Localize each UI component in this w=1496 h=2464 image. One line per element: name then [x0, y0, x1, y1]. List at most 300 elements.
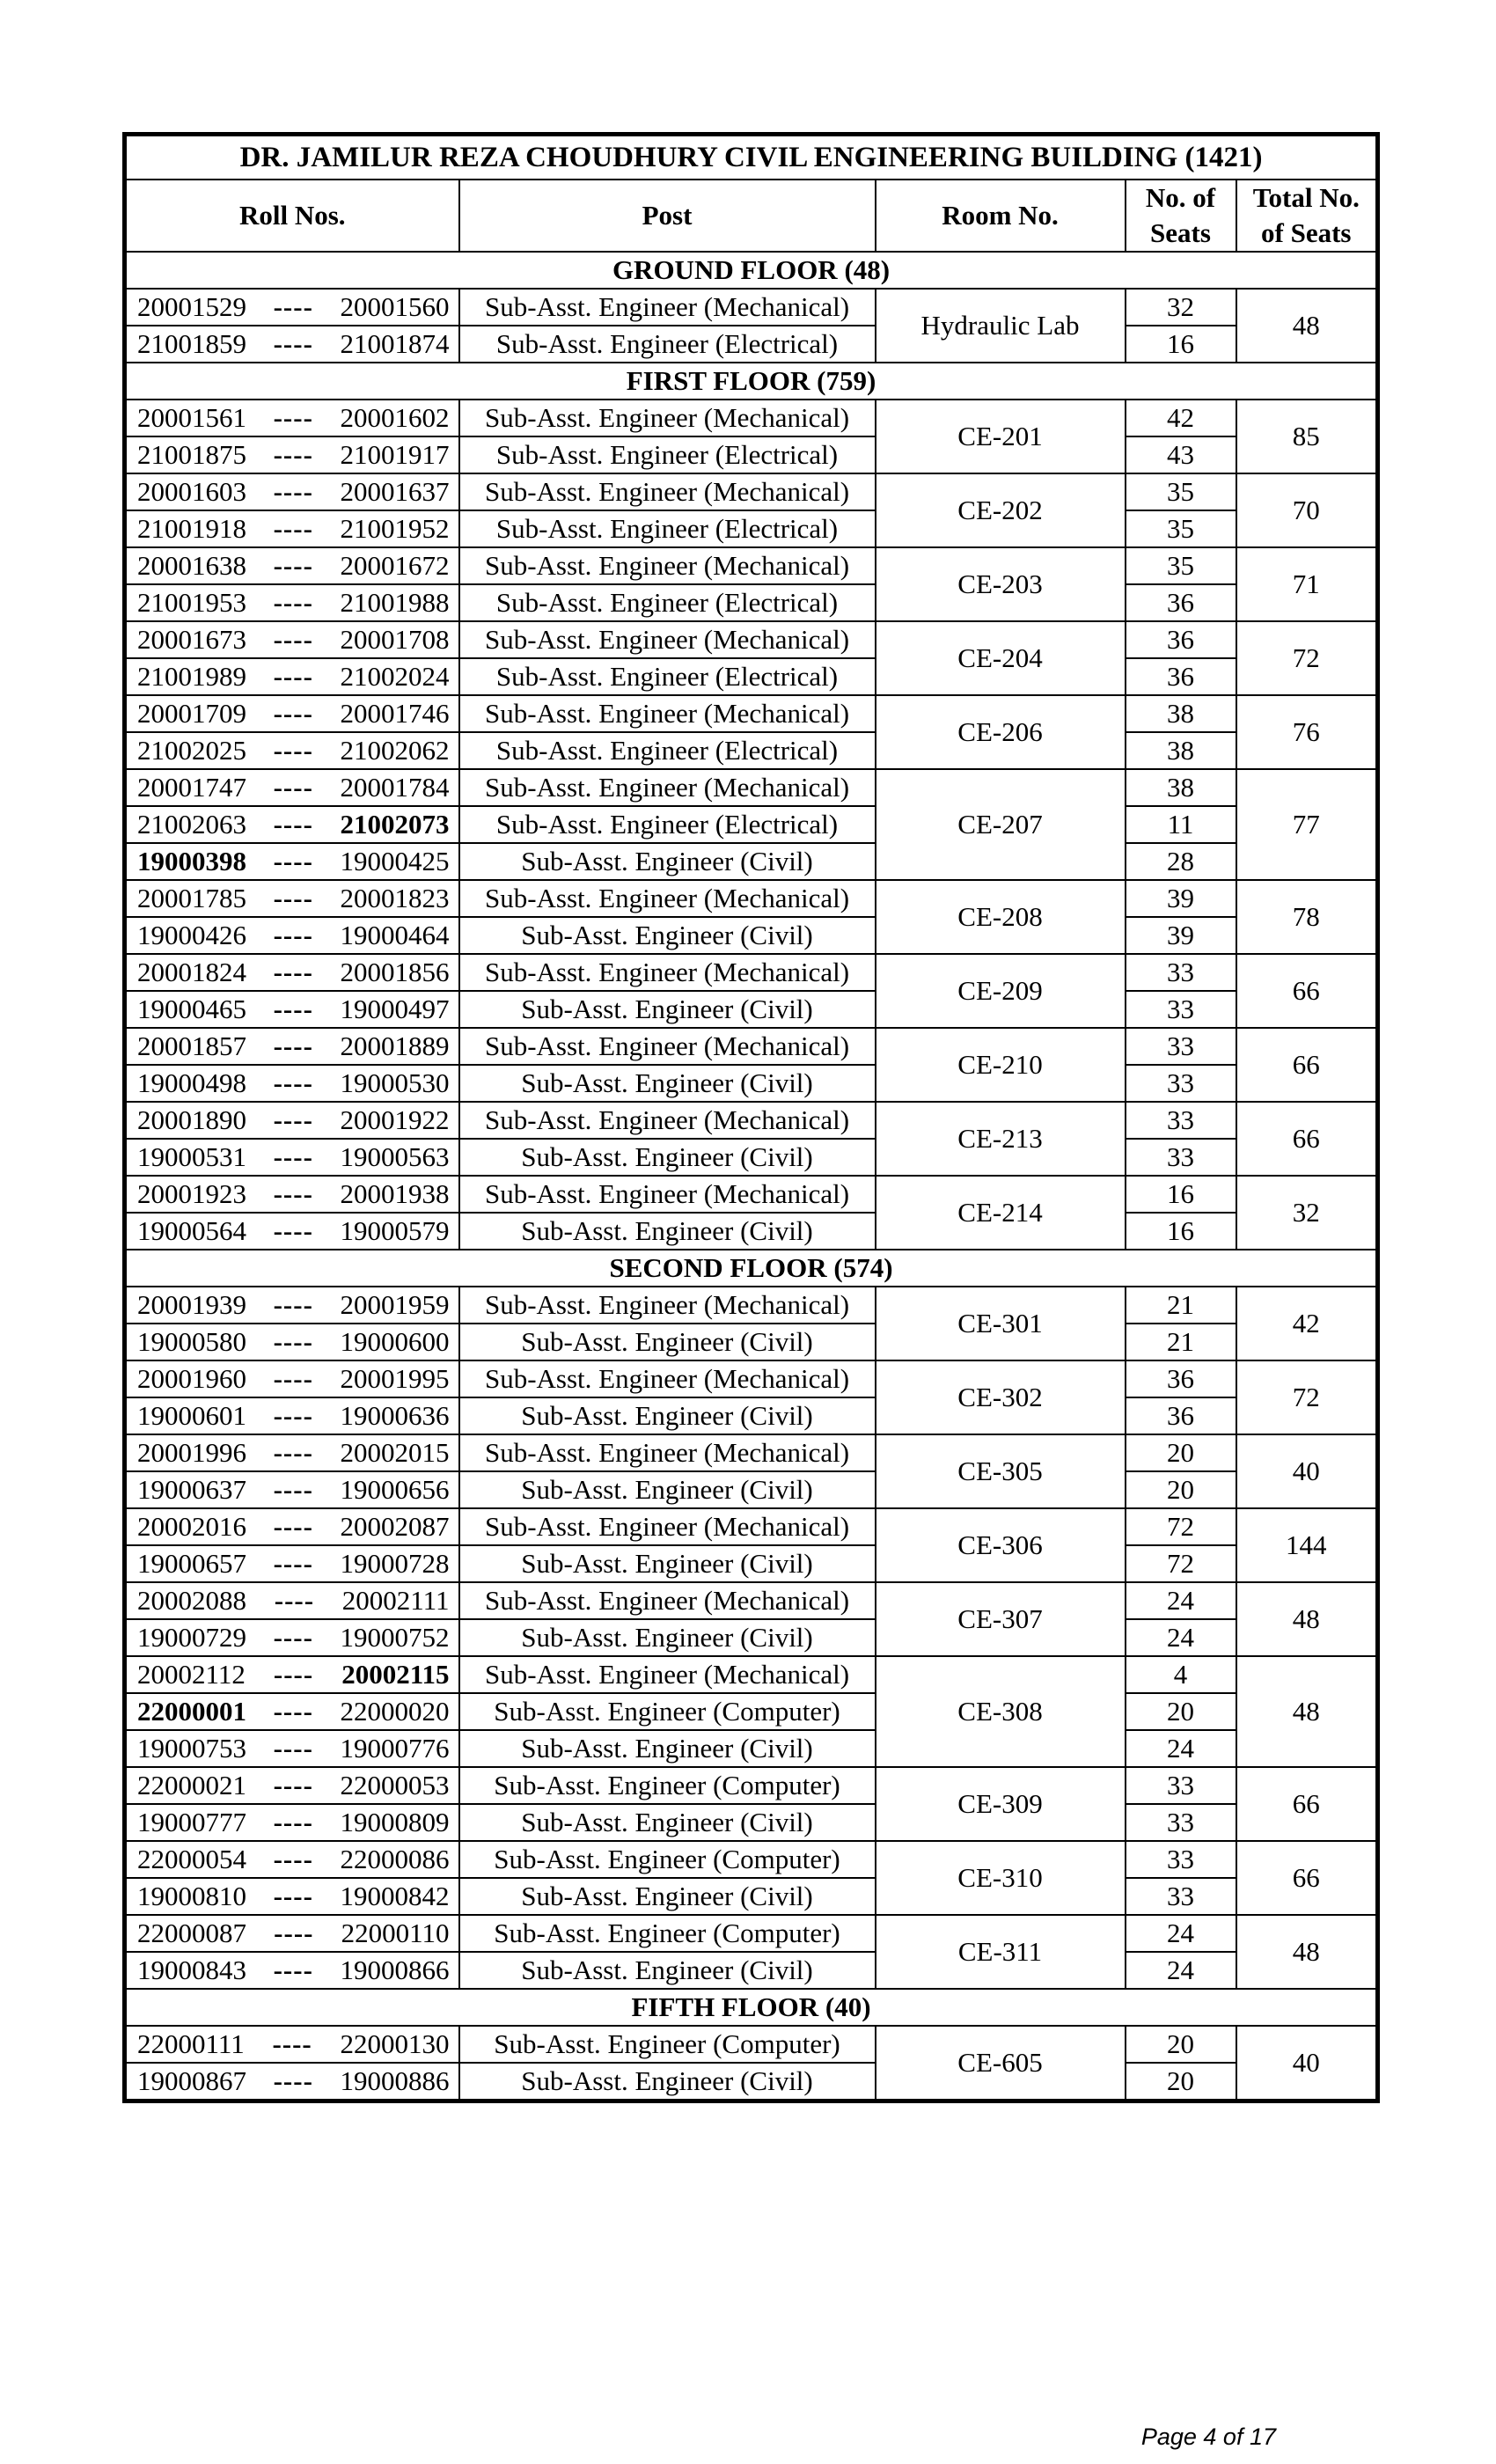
seats-cell: 28: [1126, 843, 1236, 880]
total-seats-cell: 71: [1236, 547, 1378, 621]
room-cell: CE-605: [876, 2026, 1126, 2101]
room-cell: CE-306: [876, 1508, 1126, 1582]
post-cell: Sub-Asst. Engineer (Mechanical): [459, 400, 876, 436]
room-cell: CE-311: [876, 1915, 1126, 1989]
table-row: [125, 806, 1378, 843]
roll-separator: ----: [274, 1918, 314, 1948]
table-row: [125, 1471, 1378, 1508]
roll-range-cell: [125, 400, 459, 436]
floor-heading: FIRST FLOOR (759): [125, 363, 1378, 400]
post-cell: Sub-Asst. Engineer (Civil): [459, 1324, 876, 1360]
roll-separator: ----: [273, 735, 313, 766]
room-cell: CE-208: [876, 880, 1126, 954]
roll-to: 21002024: [340, 661, 450, 692]
table-row: [125, 584, 1378, 621]
table-row: [125, 2063, 1378, 2101]
roll-from: 20001857: [137, 1030, 246, 1061]
roll-separator: ----: [273, 1400, 313, 1431]
room-cell: CE-214: [876, 1176, 1126, 1250]
roll-range-cell: [125, 1841, 459, 1878]
roll-from: 21001918: [137, 513, 246, 544]
roll-separator: ----: [273, 550, 313, 581]
table-row: [125, 658, 1378, 695]
roll-from: 21001953: [137, 587, 246, 618]
table-row: [125, 1287, 1378, 1324]
table-row: [125, 436, 1378, 473]
table-row: [125, 1324, 1378, 1360]
table-row: [125, 1508, 1378, 1545]
roll-to: 21001988: [340, 587, 450, 618]
table-row: [125, 1360, 1378, 1397]
table-row: [125, 2026, 1378, 2063]
seats-cell: 36: [1126, 1397, 1236, 1434]
roll-from: 19000498: [137, 1067, 246, 1098]
table-body: [125, 252, 1378, 2101]
post-cell: Sub-Asst. Engineer (Mechanical): [459, 289, 876, 326]
seats-cell: 38: [1126, 695, 1236, 732]
seats-cell: 35: [1126, 547, 1236, 584]
roll-separator: ----: [273, 1437, 313, 1468]
roll-separator: ----: [273, 1807, 313, 1837]
roll-to: 19000842: [340, 1881, 450, 1911]
seats-cell: 21: [1126, 1324, 1236, 1360]
roll-to: 19000809: [340, 1807, 450, 1837]
post-cell: Sub-Asst. Engineer (Electrical): [459, 584, 876, 621]
building-title: DR. JAMILUR REZA CHOUDHURY CIVIL ENGINEERING BUILDING (1421): [125, 135, 1378, 180]
floor-heading: GROUND FLOOR (48): [125, 252, 1378, 289]
roll-from: 20001747: [137, 772, 246, 803]
seats-cell: 38: [1126, 732, 1236, 769]
table-row: [125, 732, 1378, 769]
roll-to: 20001922: [340, 1104, 450, 1135]
roll-from: 19000810: [137, 1881, 246, 1911]
seats-cell: 20: [1126, 2026, 1236, 2063]
roll-separator: ----: [273, 661, 313, 692]
roll-separator: ----: [273, 1215, 313, 1246]
seats-cell: 42: [1126, 400, 1236, 436]
seats-cell: 33: [1126, 991, 1236, 1028]
post-cell: Sub-Asst. Engineer (Mechanical): [459, 1360, 876, 1397]
post-cell: Sub-Asst. Engineer (Civil): [459, 1471, 876, 1508]
roll-separator: ----: [273, 1104, 313, 1135]
post-cell: Sub-Asst. Engineer (Computer): [459, 1841, 876, 1878]
roll-separator: ----: [273, 1030, 313, 1061]
table-row: [125, 1878, 1378, 1915]
post-cell: Sub-Asst. Engineer (Civil): [459, 1545, 876, 1582]
seats-cell: 33: [1126, 1139, 1236, 1176]
roll-to: 19000866: [340, 1954, 450, 1985]
post-cell: Sub-Asst. Engineer (Mechanical): [459, 547, 876, 584]
roll-to: 19000656: [340, 1474, 450, 1505]
total-seats-cell: 48: [1236, 1915, 1378, 1989]
post-cell: Sub-Asst. Engineer (Mechanical): [459, 1508, 876, 1545]
roll-from: 22000001: [137, 1696, 246, 1727]
roll-range-cell: [125, 436, 459, 473]
table-row: [125, 289, 1378, 326]
roll-from: 20001824: [137, 957, 246, 987]
roll-from: 20001890: [137, 1104, 246, 1135]
roll-range-cell: [125, 1360, 459, 1397]
roll-from: 20001673: [137, 624, 246, 655]
total-seats-cell: 40: [1236, 1434, 1378, 1508]
roll-from: 19000657: [137, 1548, 246, 1579]
roll-to: 22000053: [340, 1770, 450, 1800]
post-cell: Sub-Asst. Engineer (Mechanical): [459, 1287, 876, 1324]
total-seats-cell: 42: [1236, 1287, 1378, 1360]
room-cell: CE-203: [876, 547, 1126, 621]
seats-cell: 33: [1126, 1804, 1236, 1841]
roll-range-cell: [125, 1952, 459, 1989]
seats-cell: 38: [1126, 769, 1236, 806]
post-cell: Sub-Asst. Engineer (Civil): [459, 1065, 876, 1102]
roll-to: 21001917: [340, 439, 450, 470]
roll-from: 20001603: [137, 476, 246, 507]
total-seats-cell: 70: [1236, 473, 1378, 547]
seats-cell: 33: [1126, 954, 1236, 991]
seats-cell: 33: [1126, 1841, 1236, 1878]
roll-range-cell: [125, 473, 459, 510]
roll-range-cell: [125, 658, 459, 695]
roll-range-cell: [125, 1324, 459, 1360]
table-row: [125, 1804, 1378, 1841]
roll-to: 19000886: [340, 2065, 450, 2096]
post-cell: Sub-Asst. Engineer (Civil): [459, 1139, 876, 1176]
roll-to: 20001560: [340, 291, 450, 322]
seats-cell: 16: [1126, 1213, 1236, 1250]
roll-to: 20001637: [340, 476, 450, 507]
roll-from: 19000601: [137, 1400, 246, 1431]
total-seats-cell: 66: [1236, 1028, 1378, 1102]
roll-from: 20001960: [137, 1363, 246, 1394]
post-cell: Sub-Asst. Engineer (Electrical): [459, 806, 876, 843]
roll-from: 19000564: [137, 1215, 246, 1246]
roll-to: 19000563: [340, 1141, 450, 1172]
room-cell: CE-213: [876, 1102, 1126, 1176]
post-cell: Sub-Asst. Engineer (Mechanical): [459, 1176, 876, 1213]
roll-to: 20002115: [341, 1659, 450, 1690]
roll-separator: ----: [273, 1954, 313, 1985]
roll-to: 20001995: [340, 1363, 450, 1394]
table-row: [125, 1619, 1378, 1656]
roll-from: 20001923: [137, 1178, 246, 1209]
seats-cell: 11: [1126, 806, 1236, 843]
total-seats-cell: 72: [1236, 1360, 1378, 1434]
table-row: [125, 1952, 1378, 1989]
roll-range-cell: [125, 695, 459, 732]
roll-range-cell: [125, 806, 459, 843]
seats-cell: 21: [1126, 1287, 1236, 1324]
post-cell: Sub-Asst. Engineer (Electrical): [459, 326, 876, 363]
table-row: [125, 1656, 1378, 1693]
seats-cell: 24: [1126, 1730, 1236, 1767]
roll-separator: ----: [273, 587, 313, 618]
room-cell: CE-310: [876, 1841, 1126, 1915]
floor-row: [125, 1250, 1378, 1287]
roll-separator: ----: [273, 513, 313, 544]
roll-range-cell: [125, 1102, 459, 1139]
roll-from: 20001561: [137, 402, 246, 433]
total-seats-cell: 48: [1236, 1656, 1378, 1767]
table-row: [125, 1176, 1378, 1213]
roll-from: 19000867: [137, 2065, 246, 2096]
roll-from: 20002016: [137, 1511, 246, 1542]
room-cell: CE-308: [876, 1656, 1126, 1767]
roll-range-cell: [125, 1471, 459, 1508]
roll-range-cell: [125, 510, 459, 547]
roll-from: 20001709: [137, 698, 246, 729]
roll-to: 21001874: [340, 328, 450, 359]
roll-range-cell: [125, 1139, 459, 1176]
roll-to: 22000086: [340, 1844, 450, 1874]
roll-range-cell: [125, 1619, 459, 1656]
table-row: [125, 917, 1378, 954]
seats-cell: 72: [1126, 1545, 1236, 1582]
post-cell: Sub-Asst. Engineer (Civil): [459, 1730, 876, 1767]
seats-cell: 36: [1126, 1360, 1236, 1397]
roll-to: 20001672: [340, 550, 450, 581]
seats-cell: 36: [1126, 621, 1236, 658]
roll-from: 19000729: [137, 1622, 246, 1653]
roll-to: 20001746: [340, 698, 450, 729]
roll-range-cell: [125, 547, 459, 584]
post-cell: Sub-Asst. Engineer (Mechanical): [459, 1434, 876, 1471]
roll-separator: ----: [273, 1548, 313, 1579]
table-row: [125, 510, 1378, 547]
roll-separator: ----: [273, 1881, 313, 1911]
seats-cell: 24: [1126, 1952, 1236, 1989]
seats-cell: 33: [1126, 1028, 1236, 1065]
room-cell: CE-202: [876, 473, 1126, 547]
seats-cell: 32: [1126, 289, 1236, 326]
roll-range-cell: [125, 1582, 459, 1619]
roll-from: 20002112: [137, 1659, 246, 1690]
roll-to: 20001889: [340, 1030, 450, 1061]
post-cell: Sub-Asst. Engineer (Civil): [459, 1878, 876, 1915]
total-seats-cell: 48: [1236, 1582, 1378, 1656]
post-cell: Sub-Asst. Engineer (Electrical): [459, 658, 876, 695]
roll-range-cell: [125, 1730, 459, 1767]
roll-range-cell: [125, 1028, 459, 1065]
roll-from: 20001785: [137, 883, 246, 913]
seats-cell: 20: [1126, 1434, 1236, 1471]
seats-cell: 24: [1126, 1582, 1236, 1619]
total-seats-cell: 77: [1236, 769, 1378, 880]
roll-from: 19000426: [137, 920, 246, 950]
table-row: [125, 1065, 1378, 1102]
roll-separator: ----: [273, 846, 313, 876]
roll-from: 19000843: [137, 1954, 246, 1985]
roll-from: 19000753: [137, 1733, 246, 1764]
table-row: [125, 1730, 1378, 1767]
seats-cell: 35: [1126, 510, 1236, 547]
roll-range-cell: [125, 289, 459, 326]
post-cell: Sub-Asst. Engineer (Computer): [459, 2026, 876, 2063]
roll-from: 22000021: [137, 1770, 246, 1800]
roll-separator: ----: [273, 1659, 314, 1690]
table-row: [125, 1545, 1378, 1582]
roll-to: 20001784: [340, 772, 450, 803]
roll-range-cell: [125, 1915, 459, 1952]
table-row: [125, 1102, 1378, 1139]
roll-separator: ----: [272, 2028, 312, 2059]
post-cell: Sub-Asst. Engineer (Mechanical): [459, 695, 876, 732]
seats-cell: 4: [1126, 1656, 1236, 1693]
floor-row: [125, 1989, 1378, 2026]
table-row: [125, 1582, 1378, 1619]
roll-separator: ----: [273, 2065, 313, 2096]
table-row: [125, 621, 1378, 658]
post-cell: Sub-Asst. Engineer (Mechanical): [459, 1656, 876, 1693]
seats-cell: 33: [1126, 1102, 1236, 1139]
roll-range-cell: [125, 1804, 459, 1841]
post-cell: Sub-Asst. Engineer (Mechanical): [459, 1028, 876, 1065]
total-seats-cell: 78: [1236, 880, 1378, 954]
roll-from: 20001996: [137, 1437, 246, 1468]
table-row: [125, 1693, 1378, 1730]
table-row: [125, 1915, 1378, 1952]
total-seats-cell: 144: [1236, 1508, 1378, 1582]
table-row: [125, 1139, 1378, 1176]
roll-separator: ----: [273, 809, 313, 840]
roll-from: 22000054: [137, 1844, 246, 1874]
roll-to: 22000110: [341, 1918, 450, 1948]
roll-to: 21002062: [340, 735, 450, 766]
roll-from: 19000398: [137, 846, 246, 876]
seats-cell: 36: [1126, 584, 1236, 621]
roll-separator: ----: [273, 439, 313, 470]
post-cell: Sub-Asst. Engineer (Civil): [459, 2063, 876, 2101]
roll-range-cell: [125, 769, 459, 806]
roll-from: 21002025: [137, 735, 246, 766]
roll-separator: ----: [273, 1178, 313, 1209]
roll-to: 20002111: [341, 1585, 450, 1616]
header-no-of-seats: No. of Seats: [1126, 180, 1236, 252]
post-cell: Sub-Asst. Engineer (Computer): [459, 1915, 876, 1952]
roll-separator: ----: [273, 920, 313, 950]
roll-from: 20002088: [137, 1585, 246, 1616]
roll-to: 19000464: [340, 920, 450, 950]
roll-from: 22000111: [137, 2028, 245, 2059]
post-cell: Sub-Asst. Engineer (Mechanical): [459, 954, 876, 991]
total-seats-cell: 32: [1236, 1176, 1378, 1250]
post-cell: Sub-Asst. Engineer (Mechanical): [459, 880, 876, 917]
roll-separator: ----: [273, 957, 313, 987]
seats-cell: 36: [1126, 658, 1236, 695]
roll-range-cell: [125, 621, 459, 658]
roll-range-cell: [125, 1065, 459, 1102]
post-cell: Sub-Asst. Engineer (Civil): [459, 1804, 876, 1841]
roll-separator: ----: [273, 1770, 313, 1800]
roll-separator: ----: [273, 698, 313, 729]
table-row: [125, 400, 1378, 436]
seats-cell: 20: [1126, 1471, 1236, 1508]
roll-range-cell: [125, 1397, 459, 1434]
roll-separator: ----: [273, 1622, 313, 1653]
post-cell: Sub-Asst. Engineer (Mechanical): [459, 1102, 876, 1139]
table-row: [125, 954, 1378, 991]
roll-to: 20001959: [340, 1289, 450, 1320]
roll-range-cell: [125, 880, 459, 917]
roll-to: 21001952: [340, 513, 450, 544]
header-room-no: Room No.: [876, 180, 1126, 252]
roll-range-cell: [125, 954, 459, 991]
seats-cell: 43: [1126, 436, 1236, 473]
total-seats-cell: 66: [1236, 1767, 1378, 1841]
roll-from: 19000580: [137, 1326, 246, 1357]
room-cell: CE-206: [876, 695, 1126, 769]
roll-range-cell: [125, 1434, 459, 1471]
total-seats-cell: 48: [1236, 289, 1378, 363]
roll-range-cell: [125, 917, 459, 954]
seats-cell: 39: [1126, 917, 1236, 954]
seats-cell: 35: [1126, 473, 1236, 510]
roll-from: 21001875: [137, 439, 246, 470]
roll-to: 19000636: [340, 1400, 450, 1431]
table-row: [125, 1213, 1378, 1250]
roll-range-cell: [125, 1508, 459, 1545]
room-cell: CE-201: [876, 400, 1126, 473]
room-cell: CE-210: [876, 1028, 1126, 1102]
table-row: [125, 695, 1378, 732]
roll-to: 20001602: [340, 402, 450, 433]
floor-heading: SECOND FLOOR (574): [125, 1250, 1378, 1287]
roll-separator: ----: [273, 1326, 313, 1357]
post-cell: Sub-Asst. Engineer (Civil): [459, 843, 876, 880]
seats-cell: 16: [1126, 1176, 1236, 1213]
post-cell: Sub-Asst. Engineer (Electrical): [459, 732, 876, 769]
post-cell: Sub-Asst. Engineer (Electrical): [459, 436, 876, 473]
seats-cell: 33: [1126, 1878, 1236, 1915]
room-cell: CE-301: [876, 1287, 1126, 1360]
roll-to: 19000600: [340, 1326, 450, 1357]
roll-separator: ----: [273, 1511, 313, 1542]
table-row: [125, 769, 1378, 806]
roll-to: 22000020: [340, 1696, 450, 1727]
seats-cell: 20: [1126, 1693, 1236, 1730]
post-cell: Sub-Asst. Engineer (Electrical): [459, 510, 876, 547]
roll-to: 21002073: [340, 809, 450, 840]
table-row: [125, 843, 1378, 880]
total-seats-cell: 85: [1236, 400, 1378, 473]
total-seats-cell: 76: [1236, 695, 1378, 769]
table-row: [125, 1841, 1378, 1878]
roll-separator: ----: [273, 476, 313, 507]
table-row: [125, 326, 1378, 363]
post-cell: Sub-Asst. Engineer (Mechanical): [459, 769, 876, 806]
roll-to: 20002015: [340, 1437, 450, 1468]
roll-range-cell: [125, 1213, 459, 1250]
post-cell: Sub-Asst. Engineer (Civil): [459, 1619, 876, 1656]
table-row: [125, 991, 1378, 1028]
post-cell: Sub-Asst. Engineer (Computer): [459, 1767, 876, 1804]
roll-separator: ----: [273, 402, 313, 433]
roll-from: 22000087: [137, 1918, 246, 1948]
table-row: [125, 1028, 1378, 1065]
roll-separator: ----: [273, 883, 313, 913]
post-cell: Sub-Asst. Engineer (Mechanical): [459, 621, 876, 658]
roll-from: 19000637: [137, 1474, 246, 1505]
roll-to: 20001708: [340, 624, 450, 655]
roll-to: 19000530: [340, 1067, 450, 1098]
roll-from: 19000465: [137, 994, 246, 1024]
roll-separator: ----: [273, 624, 313, 655]
table-row: [125, 1434, 1378, 1471]
room-cell: CE-302: [876, 1360, 1126, 1434]
seats-cell: 33: [1126, 1767, 1236, 1804]
table-row: [125, 547, 1378, 584]
room-cell: CE-209: [876, 954, 1126, 1028]
roll-separator: ----: [273, 1363, 313, 1394]
